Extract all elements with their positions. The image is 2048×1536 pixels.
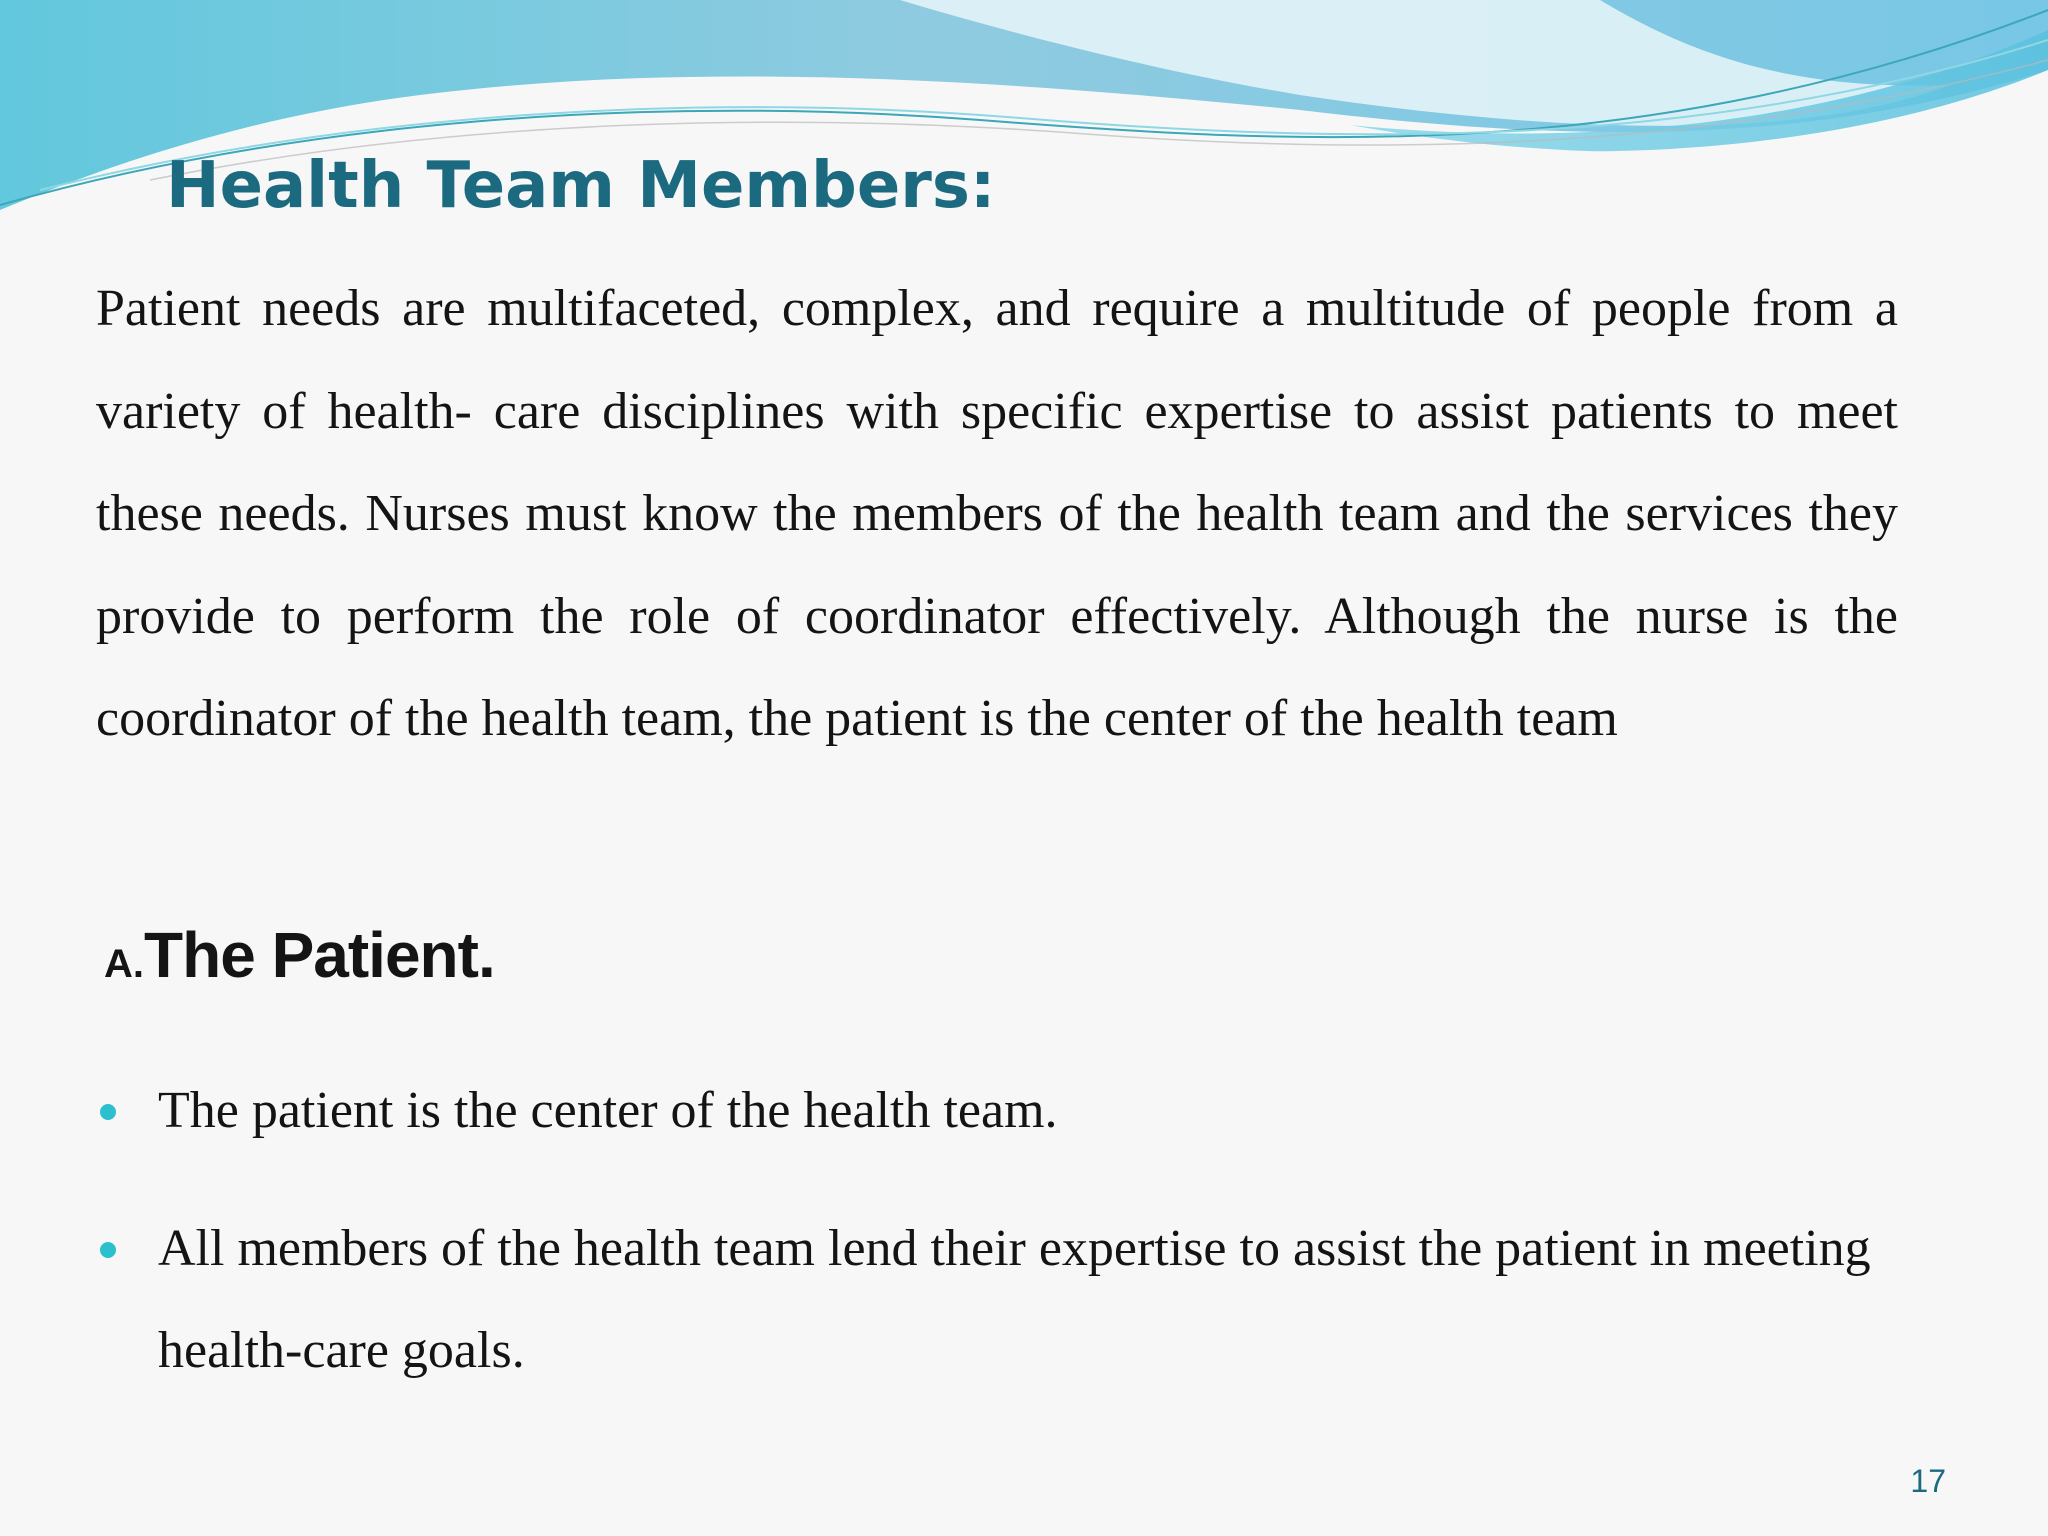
bullet-dot-icon xyxy=(100,1104,116,1120)
bullet-text: All members of the health team lend their expertise to assist the patient in meeting health-care goals. xyxy=(158,1220,1871,1379)
bullet-item xyxy=(96,1198,1916,1402)
intro-paragraph: Patient needs are multifaceted, complex, and require a multitude of people from a variety of health- care disciplines with specific expertise to assist patients to meet these needs. Nurses must know the members of the health team and the services they provide to perform the role of coordinator effectively. Although the nurse is the coordinator of the health team, the patient is the center of the health team xyxy=(96,280,1898,747)
bullet-list xyxy=(96,1060,1916,1438)
section-marker: A. xyxy=(104,942,144,986)
section-title: The Patient. xyxy=(144,919,495,991)
slide-title: Health Team Members: xyxy=(166,149,996,223)
bullet-dot-icon xyxy=(100,1242,116,1258)
section-heading xyxy=(104,918,495,992)
bullet-text: The patient is the center of the health team. xyxy=(158,1082,1058,1139)
page-number: 17 xyxy=(1910,1463,1946,1499)
bullet-item xyxy=(96,1060,1916,1162)
